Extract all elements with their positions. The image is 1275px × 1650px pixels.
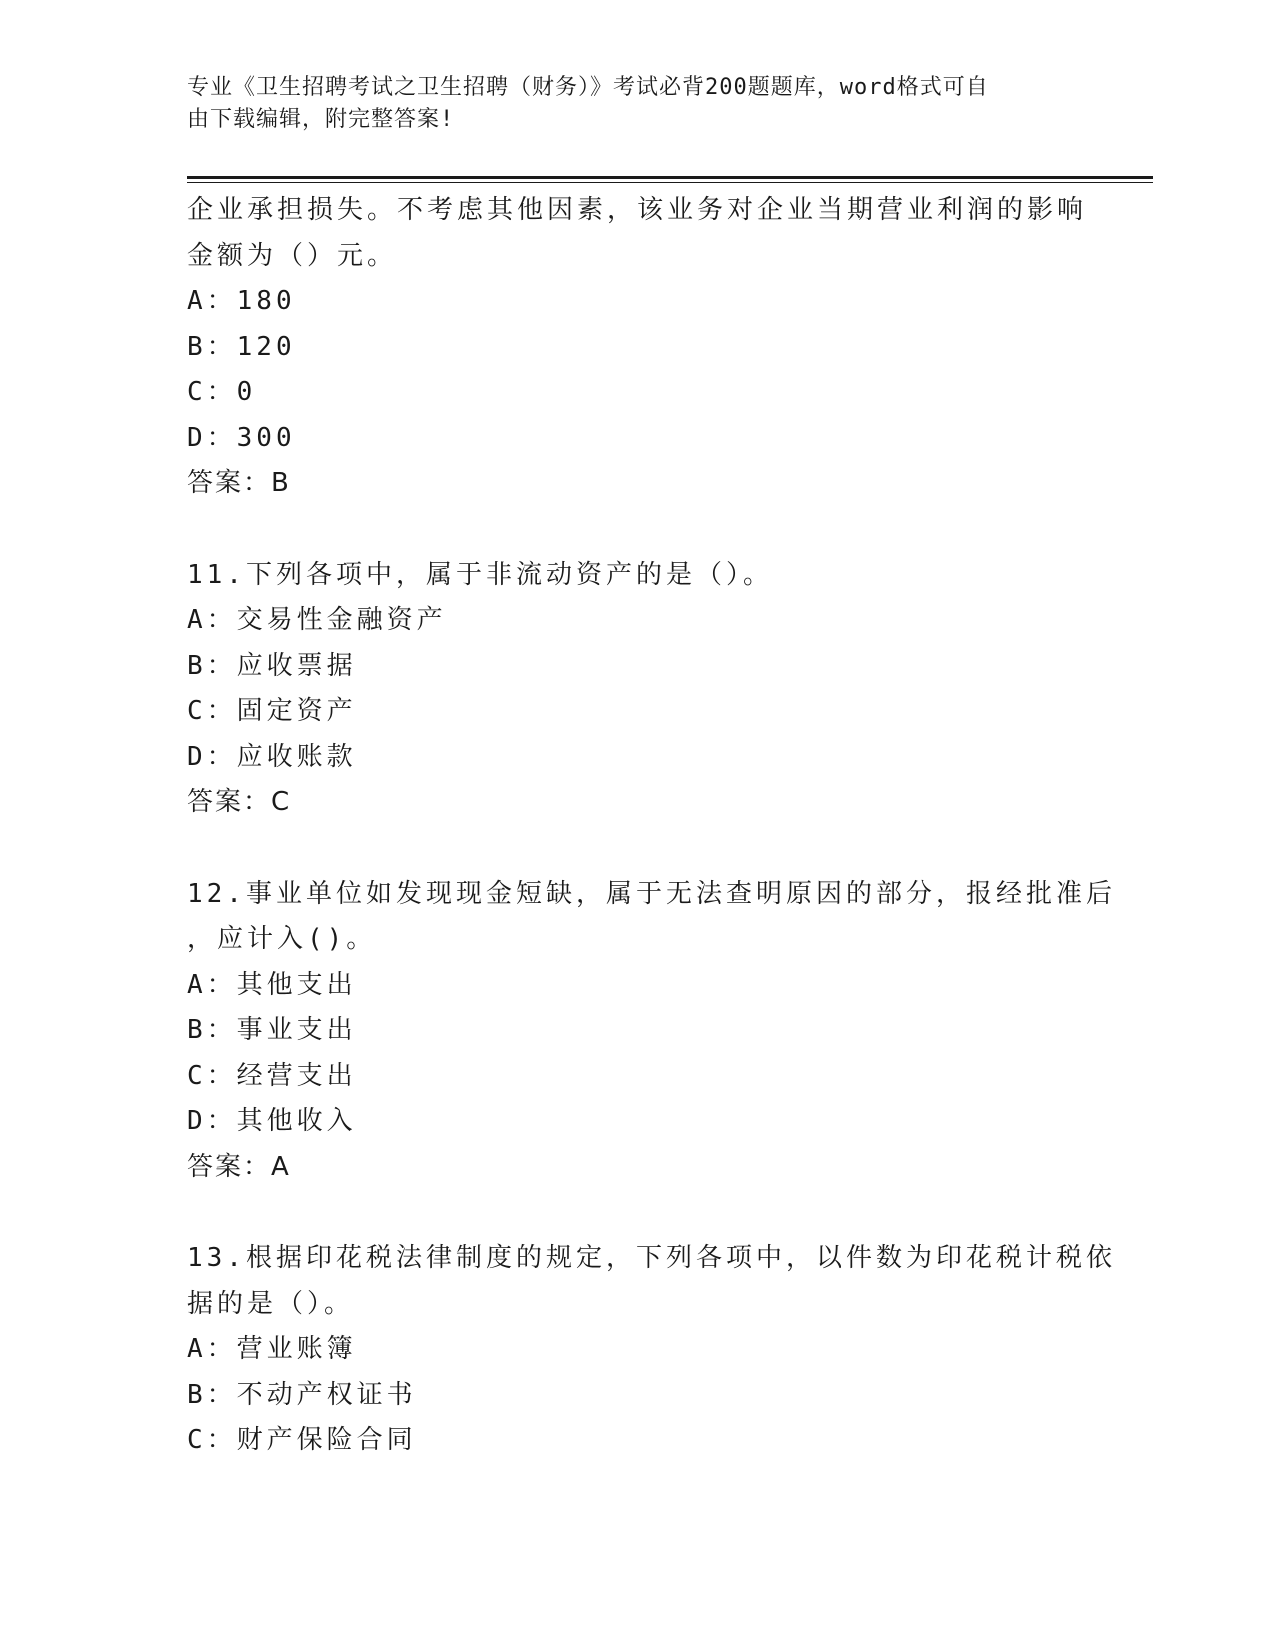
question-stem: ，应计入()。 [187,924,377,954]
header-line-2: 由下载编辑，附完整答案! [187,107,455,132]
question-11 [187,553,1087,826]
answer: 答案：B [187,468,291,498]
option-c: C：0 [187,377,257,407]
header-divider-thick [187,176,1153,179]
option-a: A：其他支出 [187,969,357,1000]
spacer [187,507,1087,553]
question-10 [187,188,1087,507]
question-stem: 13.根据印花税法律制度的规定，下列各项中，以件数为印花税计税依 [187,1243,1116,1273]
option-b: B：120 [187,331,296,362]
question-stem: 12.事业单位如发现现金短缺，属于无法查明原因的部分，报经批准后 [187,878,1116,909]
option-a: A：180 [187,286,296,316]
spacer [187,1190,1087,1236]
option-a: A：营业账簿 [187,1334,357,1364]
option-b: B：不动产权证书 [187,1379,417,1410]
header-line-1: 专业《卫生招聘考试之卫生招聘（财务）》考试必背200题题库，word格式可自 [187,75,989,100]
question-stem: 金额为（）元。 [187,240,398,271]
question-12 [187,872,1116,1191]
option-d: D：其他收入 [187,1106,357,1136]
answer: 答案：A [187,1151,291,1182]
option-d: D：应收账款 [187,741,357,772]
option-d: D：300 [187,422,296,453]
option-c: C：固定资产 [187,696,357,726]
spacer [187,826,1087,872]
document-header [187,72,1067,136]
option-a: A：交易性金融资产 [187,605,447,635]
option-c: C：财产保险合同 [187,1425,417,1455]
option-b: B：应收票据 [187,650,357,681]
answer: 答案：C [187,787,292,817]
question-stem: 企业承担损失。不考虑其他因素，该业务对企业当期营业利润的影响 [187,195,1088,225]
option-b: B：事业支出 [187,1015,357,1045]
question-13 [187,1236,1116,1464]
option-c: C：经营支出 [187,1060,357,1091]
question-stem: 11.下列各项中，属于非流动资产的是（）。 [187,559,773,590]
header-divider-thin [187,182,1153,183]
question-content [187,188,1116,1464]
question-stem: 据的是（）。 [187,1288,355,1319]
